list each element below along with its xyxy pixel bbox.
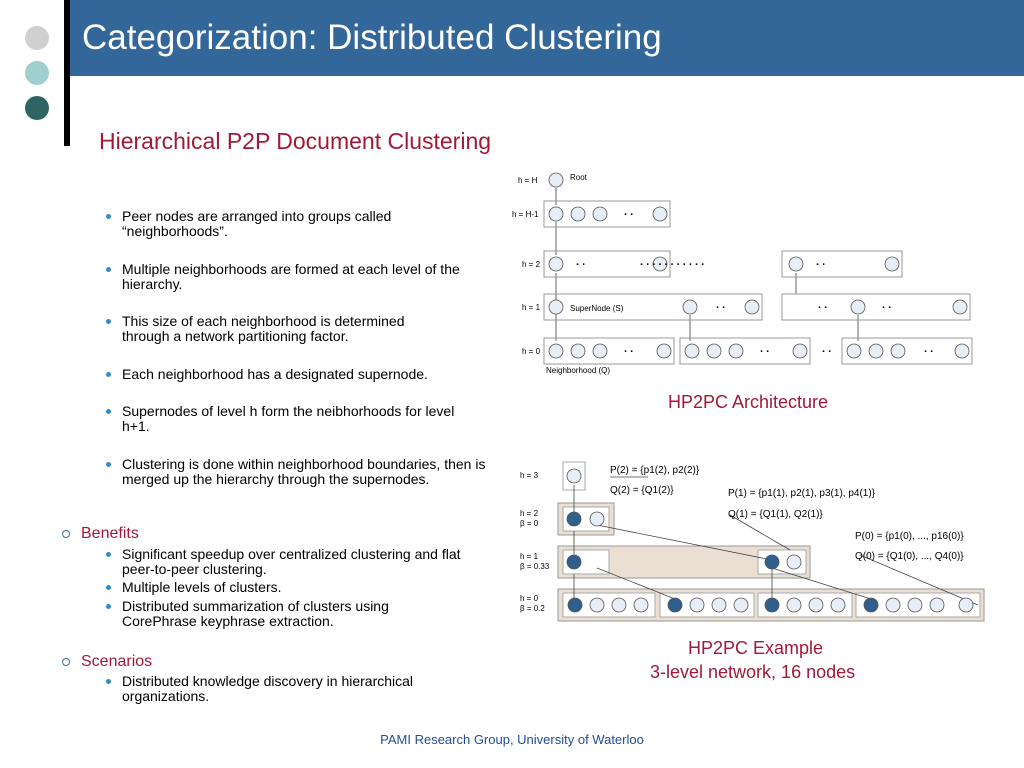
bullet-dot-icon — [106, 552, 111, 557]
bullet-item — [122, 367, 482, 382]
level-label-h-1: h = 1 — [522, 303, 541, 312]
benefit-text: Distributed summarization of clusters using CorePhrase keyphrase extraction. — [122, 598, 389, 629]
example-level-h0-beta: β = 0.2 — [520, 604, 545, 613]
bullet-dot-icon — [106, 462, 111, 467]
example-level-h1: h = 1 — [520, 552, 539, 561]
formula-p1: P(1) = {p1(1), p2(1), p3(1), p4(1)} — [728, 488, 876, 499]
example-level-h0: h = 0 — [520, 594, 539, 603]
example-caption-line2: 3-level network, 16 nodes — [650, 662, 856, 682]
ellipsis: . . — [760, 343, 770, 355]
bullet-item — [122, 262, 482, 292]
bullet-text: Peer nodes are arranged into groups called “neighborhoods”. — [122, 208, 392, 239]
example-level-h3: h = 3 — [520, 471, 539, 480]
benefit-text: Significant speedup over centralized clustering and flat peer-to-peer clustering. — [122, 546, 461, 577]
benefits-label: Benefits — [81, 525, 139, 542]
bullet-text: Multiple neighborhoods are formed at each level of the hierarchy. — [122, 261, 460, 292]
hp2pc-architecture-diagram — [500, 165, 980, 380]
ring-bullet-icon — [62, 530, 70, 538]
scenario-item — [122, 674, 467, 704]
hp2pc-example-diagram — [500, 455, 990, 635]
benefit-item — [122, 599, 452, 629]
formula-q2: Q(2) = {Q1(2)} — [610, 485, 674, 496]
ellipsis: . . — [576, 256, 586, 268]
bullet-text: This size of each neighborhood is determined through a network partitioning factor. — [122, 313, 405, 344]
example-level-h2: h = 2 — [520, 509, 539, 518]
root-label: Root — [570, 173, 587, 182]
scenarios-label: Scenarios — [81, 653, 153, 670]
bullet-item — [122, 314, 452, 344]
bullet-item — [122, 404, 467, 434]
bullet-item — [122, 457, 487, 487]
scenario-text: Distributed knowledge discovery in hierarchical organizations. — [122, 673, 414, 704]
ellipsis: . . — [818, 299, 828, 311]
neighborhood-label: Neighborhood (Q) — [546, 366, 611, 375]
bullet-dot-icon — [106, 409, 111, 414]
level-label-h-0: h = 0 — [522, 347, 541, 356]
slide-footer: PAMI Research Group, University of Waterloo — [380, 732, 644, 747]
ellipsis-long: . . . . . . . . . . . — [640, 256, 705, 268]
example-level-h1-beta: β = 0.33 — [520, 562, 550, 571]
root-node — [549, 173, 563, 187]
bullet-text: Each neighborhood has a designated supernode. — [122, 366, 428, 382]
slide-title: Categorization: Distributed Clustering — [82, 18, 662, 57]
decor-circle-gray — [25, 26, 49, 50]
decor-circle-teal — [25, 61, 49, 85]
benefit-text: Multiple levels of clusters. — [122, 579, 282, 595]
benefit-item — [122, 547, 487, 577]
ellipsis: . . — [924, 343, 934, 355]
level-label-h-H: h = H — [518, 176, 538, 185]
slide-subtitle: Hierarchical P2P Document Clustering — [99, 128, 492, 154]
bullet-dot-icon — [106, 214, 111, 219]
decor-circle-dark — [25, 96, 49, 120]
ellipsis: . . — [624, 343, 634, 355]
bullet-item — [122, 209, 452, 239]
example-level-h2-beta: β = 0 — [520, 519, 539, 528]
bullet-text: Supernodes of level h form the neibhorhoods for level h+1. — [122, 403, 455, 434]
ellipsis: . . — [882, 299, 892, 311]
level-label-h-2: h = 2 — [522, 260, 541, 269]
formula-p2: P(2) = {p1(2), p2(2)} — [610, 465, 700, 476]
ellipsis: . . — [822, 343, 832, 355]
bullet-dot-icon — [106, 372, 111, 377]
vertical-divider — [64, 0, 70, 146]
bullet-dot-icon — [106, 604, 111, 609]
bullet-dot-icon — [106, 319, 111, 324]
ellipsis: . . — [624, 206, 634, 218]
formula-q1: Q(1) = {Q1(1), Q2(1)} — [728, 509, 823, 520]
benefit-item — [122, 580, 487, 595]
formula-q0: Q(0) = {Q1(0), ..., Q4(0)} — [855, 551, 964, 562]
formula-p0: P(0) = {p1(0), ..., p16(0)} — [855, 531, 964, 542]
supernode-label: SuperNode (S) — [570, 304, 624, 313]
benefits-heading — [81, 525, 139, 543]
level-label-h-H-1: h = H-1 — [512, 210, 539, 219]
ellipsis: . . — [716, 299, 726, 311]
bullet-dot-icon — [106, 267, 111, 272]
bullet-dot-icon — [106, 679, 111, 684]
scenarios-heading — [81, 653, 152, 671]
architecture-caption: HP2PC Architecture — [668, 392, 829, 412]
ellipsis: . . — [816, 256, 826, 268]
bullet-text: Clustering is done within neighborhood boundaries, then is merged up the hierarchy through the supernodes. — [122, 456, 486, 487]
example-caption-line1: HP2PC Example — [688, 638, 824, 658]
ring-bullet-icon — [62, 658, 70, 666]
example-root-node — [567, 469, 581, 483]
bullet-dot-icon — [106, 585, 111, 590]
